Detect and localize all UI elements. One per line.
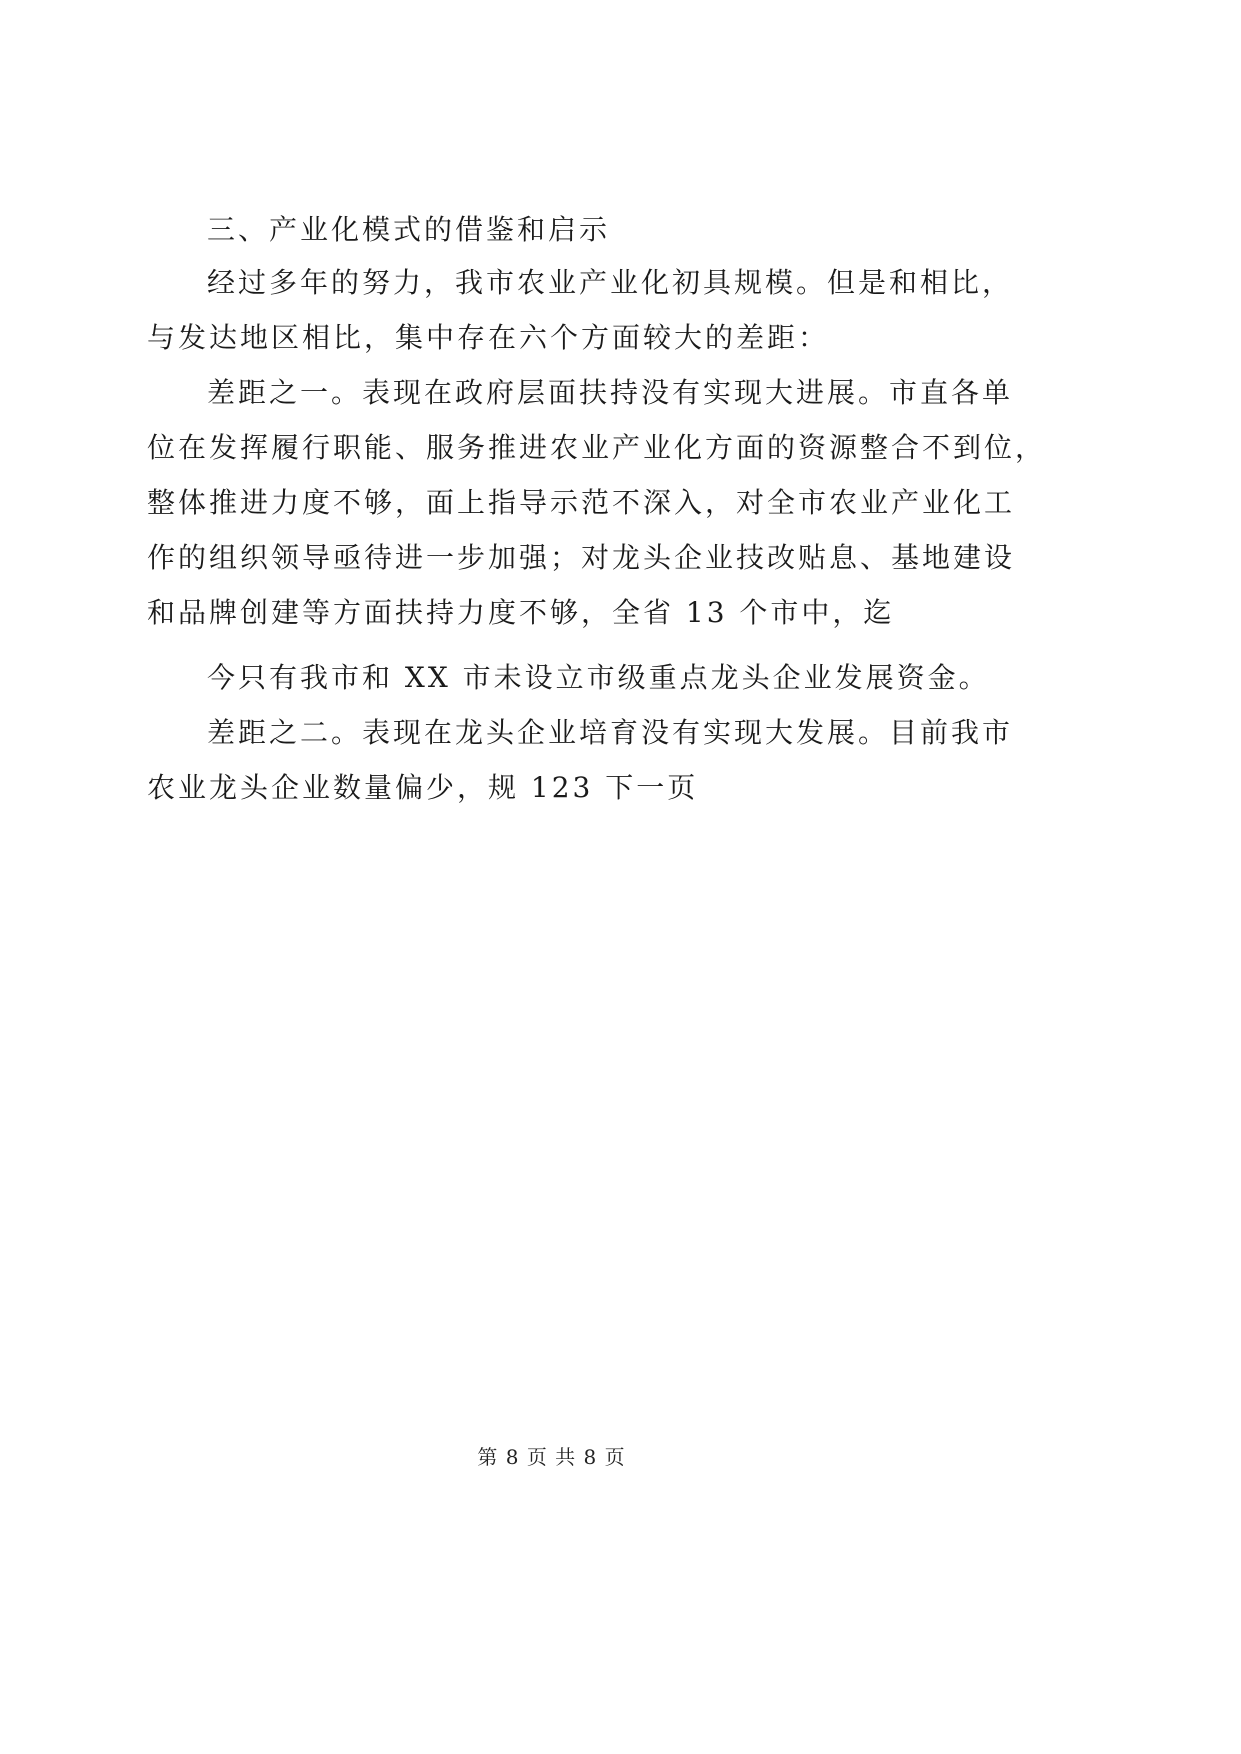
paragraph-line: 和品牌创建等方面扶持力度不够，全省 13 个市中，迄: [147, 596, 895, 629]
page-footer: 第 8 页 共 8 页: [477, 1445, 626, 1469]
paragraph-line: 农业龙头企业数量偏少，规 123 下一页: [147, 771, 699, 804]
section-heading: 三、产业化模式的借鉴和启示: [207, 213, 611, 246]
paragraph-line: 作的组织领导亟待进一步加强；对龙头企业技改贴息、基地建设: [147, 541, 1016, 574]
paragraph-line: 差距之一。表现在政府层面扶持没有实现大进展。市直各单: [207, 376, 1014, 409]
paragraph-line: 经过多年的努力，我市农业产业化初具规模。但是和相比，: [207, 266, 1014, 299]
paragraph-line: 整体推进力度不够，面上指导示范不深入，对全市农业产业化工: [147, 486, 1016, 519]
paragraph-line: 位在发挥履行职能、服务推进农业产业化方面的资源整合不到位，: [147, 431, 1047, 464]
paragraph-line: 与发达地区相比，集中存在六个方面较大的差距：: [147, 321, 830, 354]
paragraph-line: 今只有我市和 XX 市未设立市级重点龙头企业发展资金。: [207, 661, 990, 694]
paragraph-line: 差距之二。表现在龙头企业培育没有实现大发展。目前我市: [207, 716, 1014, 749]
